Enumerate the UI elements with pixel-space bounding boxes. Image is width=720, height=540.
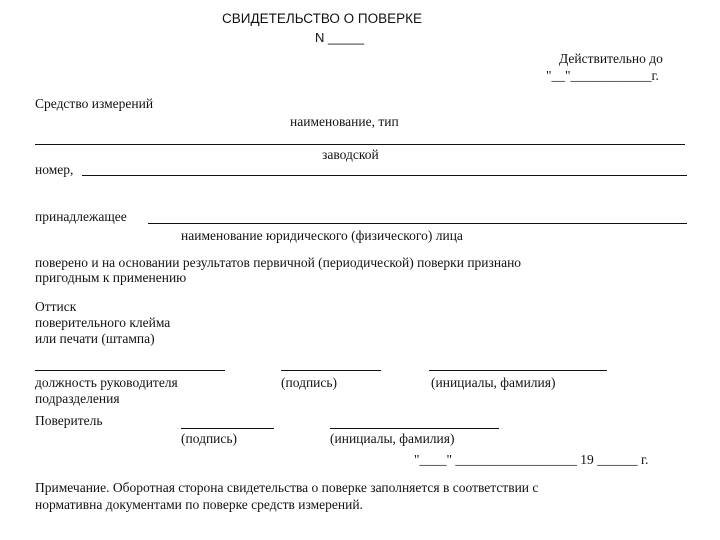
- owner-line: [148, 223, 687, 224]
- stamp-line-2: поверительного клейма: [35, 315, 171, 330]
- head-initials-caption: (инициалы, фамилия): [431, 375, 556, 390]
- verifier-label: Поверитель: [35, 413, 103, 428]
- serial-line: [82, 175, 687, 176]
- head-position-line: [35, 370, 225, 371]
- stamp-line-3: или печати (штампа): [35, 331, 155, 346]
- valid-until-label: Действительно до: [559, 51, 663, 66]
- owner-caption: наименование юридического (физического) лица: [181, 228, 463, 243]
- verifier-initials-line: [330, 428, 499, 429]
- head-signature-line: [281, 370, 381, 371]
- certificate-title: СВИДЕТЕЛЬСТВО О ПОВЕРКЕ: [222, 11, 422, 26]
- instrument-label: Средство измерений: [35, 96, 154, 111]
- owner-label: принадлежащее: [35, 209, 127, 224]
- certificate-number: N _____: [315, 30, 365, 45]
- instrument-line: [35, 144, 685, 145]
- head-position-caption: должность руководителя: [35, 375, 178, 390]
- head-position-caption-2: подразделения: [35, 391, 120, 406]
- issue-date-line: "____" __________________ 19 ______ г.: [414, 452, 649, 467]
- verifier-initials-caption: (инициалы, фамилия): [330, 431, 455, 446]
- note-line-2: нормативна документами по поверке средств измерений.: [35, 497, 363, 512]
- verifier-signature-line: [181, 428, 274, 429]
- valid-until-date: "__"____________г.: [546, 68, 659, 83]
- result-line-1: поверено и на основании результатов первичной (периодической) поверки признано: [35, 255, 522, 270]
- head-signature-caption: (подпись): [281, 375, 338, 390]
- note-line-1: Примечание. Оборотная сторона свидетельства о поверке заполняется в соответствии с: [35, 480, 539, 495]
- instrument-caption: наименование, тип: [290, 114, 399, 129]
- verifier-signature-caption: (подпись): [181, 431, 238, 446]
- serial-caption: заводской: [322, 147, 379, 162]
- head-initials-line: [429, 370, 607, 371]
- serial-label: номер,: [35, 162, 74, 177]
- stamp-line-1: Оттиск: [35, 299, 77, 314]
- result-line-2: пригодным к применению: [35, 270, 187, 285]
